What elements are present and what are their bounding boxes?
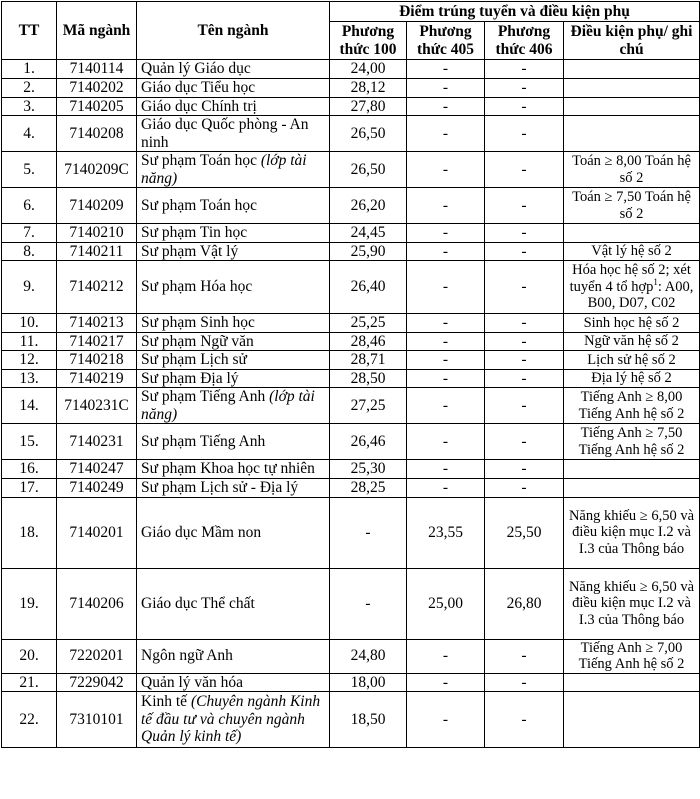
table-row xyxy=(2,639,700,673)
cell-pt100: 26,50 xyxy=(330,116,407,152)
cell-pt406: - xyxy=(485,79,564,98)
cell-name xyxy=(137,261,330,314)
cell-pt100: 28,25 xyxy=(330,479,407,498)
cell-note xyxy=(564,460,700,479)
cell-name xyxy=(137,388,330,424)
cell-pt405: - xyxy=(407,60,485,79)
cell-pt100: 28,71 xyxy=(330,351,407,370)
cell-tt: 12. xyxy=(2,351,57,370)
cell-pt405: - xyxy=(407,242,485,261)
cell-name xyxy=(137,497,330,568)
cell-code: 7140218 xyxy=(57,351,137,370)
cell-note xyxy=(564,152,700,188)
cell-note xyxy=(564,351,700,370)
cell-name xyxy=(137,79,330,98)
cell-pt100: 26,46 xyxy=(330,424,407,460)
cell-name xyxy=(137,673,330,692)
cell-pt100: 24,00 xyxy=(330,60,407,79)
program-name-italic: (Chuyên ngành Kinh tế đầu tư và chuyên ngành Quản lý kinh tế) xyxy=(141,693,321,746)
program-name-italic: (lớp tài năng) xyxy=(141,388,315,423)
program-name: Sư phạm Lịch sử - Địa lý xyxy=(141,479,299,496)
cell-tt: 8. xyxy=(2,242,57,261)
cell-code: 7140205 xyxy=(57,97,137,116)
cell-name xyxy=(137,369,330,388)
cell-tt: 9. xyxy=(2,261,57,314)
cell-pt405: - xyxy=(407,424,485,460)
cell-pt405: 23,55 xyxy=(407,497,485,568)
cell-pt405: - xyxy=(407,460,485,479)
cell-pt406: - xyxy=(485,261,564,314)
cell-pt406: - xyxy=(485,639,564,673)
note-text: Tiếng Anh ≥ 7,00 Tiếng Anh hệ số 2 xyxy=(578,639,685,672)
table-row xyxy=(2,224,700,243)
note-text: Vật lý hệ số 2 xyxy=(591,243,672,259)
cell-tt: 10. xyxy=(2,314,57,333)
cell-name xyxy=(137,116,330,152)
program-name: Sư phạm Tin học xyxy=(141,224,248,241)
cell-pt406: - xyxy=(485,224,564,243)
cell-note xyxy=(564,314,700,333)
cell-pt406: - xyxy=(485,332,564,351)
cell-code: 7140208 xyxy=(57,116,137,152)
cell-tt: 7. xyxy=(2,224,57,243)
cell-name xyxy=(137,692,330,748)
cell-tt: 4. xyxy=(2,116,57,152)
cell-code: 7140231C xyxy=(57,388,137,424)
note-text: Hóa học hệ số 2; xét tuyển 4 tổ hợp xyxy=(569,262,691,295)
program-name: Giáo dục Mầm non xyxy=(141,523,262,541)
header-tt: TT xyxy=(2,2,57,60)
program-name: Giáo dục Quốc phòng - An ninh xyxy=(141,116,309,151)
table-body xyxy=(2,60,700,748)
cell-pt100: 25,25 xyxy=(330,314,407,333)
table-row xyxy=(2,79,700,98)
cell-tt: 6. xyxy=(2,188,57,224)
cell-pt406: - xyxy=(485,692,564,748)
program-name: Sư phạm Lịch sử xyxy=(141,351,247,368)
cell-note xyxy=(564,479,700,498)
cell-pt100: 24,80 xyxy=(330,639,407,673)
cell-name xyxy=(137,351,330,370)
cell-code: 7140201 xyxy=(57,497,137,568)
cell-tt: 3. xyxy=(2,97,57,116)
cell-pt406: - xyxy=(485,152,564,188)
header-pt405: Phương thức 405 xyxy=(407,22,485,60)
note-text: Tiếng Anh ≥ 8,00 Tiếng Anh hệ số 2 xyxy=(578,389,685,422)
cell-code: 7140209C xyxy=(57,152,137,188)
program-name: Giáo dục Tiểu học xyxy=(141,79,256,96)
cell-pt100: 27,25 xyxy=(330,388,407,424)
cell-pt405: - xyxy=(407,388,485,424)
cell-pt406: - xyxy=(485,97,564,116)
table-row xyxy=(2,673,700,692)
program-name: Giáo dục Chính trị xyxy=(141,97,257,115)
note-text: Toán ≥ 8,00 Toán hệ số 2 xyxy=(572,153,691,186)
cell-pt406: - xyxy=(485,351,564,370)
cell-code: 7140212 xyxy=(57,261,137,314)
cell-code: 7140247 xyxy=(57,460,137,479)
table-row xyxy=(2,351,700,370)
cell-pt405: - xyxy=(407,261,485,314)
table-row xyxy=(2,479,700,498)
cell-code: 7140202 xyxy=(57,79,137,98)
cell-pt406: - xyxy=(485,388,564,424)
table-row xyxy=(2,424,700,460)
cell-note xyxy=(564,369,700,388)
header-ma-nganh: Mã ngành xyxy=(57,2,137,60)
table-row xyxy=(2,460,700,479)
cell-name xyxy=(137,332,330,351)
header-pt100: Phương thức 100 xyxy=(330,22,407,60)
program-name: Sư phạm Vật lý xyxy=(141,242,239,260)
table-row xyxy=(2,60,700,79)
cell-pt405: - xyxy=(407,369,485,388)
cell-pt406: - xyxy=(485,460,564,479)
table-row xyxy=(2,497,700,568)
program-name: Sư phạm Sinh học xyxy=(141,314,255,331)
cell-pt405: - xyxy=(407,188,485,224)
cell-pt100: 18,50 xyxy=(330,692,407,748)
cell-pt406: - xyxy=(485,188,564,224)
note-text: Sinh học hệ số 2 xyxy=(583,314,680,331)
cell-pt405: 25,00 xyxy=(407,568,485,639)
table-row xyxy=(2,369,700,388)
program-name: Sư phạm Ngữ văn xyxy=(141,332,254,350)
cell-name xyxy=(137,639,330,673)
cell-pt406: - xyxy=(485,242,564,261)
note-text: Năng khiếu ≥ 6,50 và điều kiện mục I.2 và I.3 của Thông báo xyxy=(568,507,695,557)
cell-pt405: - xyxy=(407,673,485,692)
program-name-italic: (lớp tài năng) xyxy=(141,152,307,187)
cell-tt: 13. xyxy=(2,369,57,388)
footnote-marker: 1 xyxy=(653,276,658,287)
header-score-group: Điểm trúng tuyển và điều kiện phụ xyxy=(330,2,700,22)
cell-tt: 22. xyxy=(2,692,57,748)
cell-tt: 14. xyxy=(2,388,57,424)
cell-pt405: - xyxy=(407,116,485,152)
program-name: Quản lý văn hóa xyxy=(141,673,244,691)
cell-note xyxy=(564,97,700,116)
cell-code: 7310101 xyxy=(57,692,137,748)
header-pt406: Phương thức 406 xyxy=(485,22,564,60)
table-row xyxy=(2,242,700,261)
cell-pt100: 26,40 xyxy=(330,261,407,314)
cell-pt405: - xyxy=(407,639,485,673)
program-name: Sư phạm Toán học xyxy=(141,152,261,169)
table-row xyxy=(2,388,700,424)
program-name: Giáo dục Thể chất xyxy=(141,594,255,612)
cell-note xyxy=(564,568,700,639)
cell-tt: 20. xyxy=(2,639,57,673)
cell-note xyxy=(564,673,700,692)
header-ten-nganh: Tên ngành xyxy=(137,2,330,60)
program-name: Ngôn ngữ Anh xyxy=(141,647,233,665)
cell-pt406: - xyxy=(485,116,564,152)
cell-name xyxy=(137,460,330,479)
cell-name xyxy=(137,97,330,116)
cell-pt406: - xyxy=(485,60,564,79)
cell-code: 7140209 xyxy=(57,188,137,224)
cell-pt100: - xyxy=(330,497,407,568)
program-name: Sư phạm Hóa học xyxy=(141,278,253,296)
cell-tt: 21. xyxy=(2,673,57,692)
cell-pt100: 25,90 xyxy=(330,242,407,261)
cell-name xyxy=(137,224,330,243)
program-name: Kinh tế xyxy=(141,693,191,711)
program-name: Sư phạm Tiếng Anh xyxy=(141,432,266,450)
cell-note xyxy=(564,388,700,424)
cell-code: 7140219 xyxy=(57,369,137,388)
cell-pt100: 24,45 xyxy=(330,224,407,243)
cell-code: 7140206 xyxy=(57,568,137,639)
cell-code: 7140249 xyxy=(57,479,137,498)
cell-name xyxy=(137,314,330,333)
program-name: Sư phạm Địa lý xyxy=(141,369,239,387)
cell-pt405: - xyxy=(407,152,485,188)
cell-code: 7220201 xyxy=(57,639,137,673)
note-text: Lịch sử hệ số 2 xyxy=(587,351,676,368)
table-row xyxy=(2,97,700,116)
cell-code: 7140231 xyxy=(57,424,137,460)
cell-pt405: - xyxy=(407,351,485,370)
cell-note xyxy=(564,60,700,79)
cell-note xyxy=(564,242,700,261)
table-row xyxy=(2,152,700,188)
table-row xyxy=(2,692,700,748)
cell-pt100: 28,50 xyxy=(330,369,407,388)
cell-note xyxy=(564,692,700,748)
cell-pt406: - xyxy=(485,369,564,388)
table-row xyxy=(2,116,700,152)
cell-pt100: 28,12 xyxy=(330,79,407,98)
cell-tt: 5. xyxy=(2,152,57,188)
cell-pt405: - xyxy=(407,692,485,748)
cell-code: 7140217 xyxy=(57,332,137,351)
program-name: Quản lý Giáo dục xyxy=(141,60,251,78)
cell-pt100: 18,00 xyxy=(330,673,407,692)
admission-score-table xyxy=(1,1,700,748)
cell-pt100: 28,46 xyxy=(330,332,407,351)
cell-pt100: - xyxy=(330,568,407,639)
cell-pt405: - xyxy=(407,479,485,498)
cell-pt100: 27,80 xyxy=(330,97,407,116)
cell-code: 7229042 xyxy=(57,673,137,692)
cell-note xyxy=(564,639,700,673)
cell-pt406: - xyxy=(485,673,564,692)
note-text: Năng khiếu ≥ 6,50 và điều kiện mục I.2 và I.3 của Thông báo xyxy=(568,578,695,628)
note-text: Địa lý hệ số 2 xyxy=(591,370,672,386)
program-name: Sư phạm Khoa học tự nhiên xyxy=(141,460,315,478)
cell-tt: 15. xyxy=(2,424,57,460)
cell-pt405: - xyxy=(407,224,485,243)
cell-pt405: - xyxy=(407,97,485,116)
cell-note xyxy=(564,188,700,224)
cell-name xyxy=(137,424,330,460)
cell-tt: 18. xyxy=(2,497,57,568)
table-row xyxy=(2,332,700,351)
cell-tt: 1. xyxy=(2,60,57,79)
cell-pt100: 26,50 xyxy=(330,152,407,188)
cell-tt: 11. xyxy=(2,332,57,351)
cell-name xyxy=(137,568,330,639)
cell-code: 7140211 xyxy=(57,242,137,261)
cell-note xyxy=(564,424,700,460)
cell-pt100: 25,30 xyxy=(330,460,407,479)
cell-name xyxy=(137,242,330,261)
table-row xyxy=(2,261,700,314)
cell-note xyxy=(564,224,700,243)
cell-pt406: 26,80 xyxy=(485,568,564,639)
cell-code: 7140210 xyxy=(57,224,137,243)
table-row xyxy=(2,568,700,639)
cell-name xyxy=(137,188,330,224)
cell-note xyxy=(564,116,700,152)
cell-tt: 19. xyxy=(2,568,57,639)
cell-name xyxy=(137,60,330,79)
cell-name xyxy=(137,479,330,498)
table-row xyxy=(2,188,700,224)
cell-pt406: 25,50 xyxy=(485,497,564,568)
cell-name xyxy=(137,152,330,188)
cell-note xyxy=(564,332,700,351)
cell-tt: 2. xyxy=(2,79,57,98)
cell-pt406: - xyxy=(485,479,564,498)
cell-code: 7140213 xyxy=(57,314,137,333)
program-name: Sư phạm Tiếng Anh xyxy=(141,388,270,405)
cell-pt405: - xyxy=(407,314,485,333)
cell-note xyxy=(564,79,700,98)
cell-pt405: - xyxy=(407,79,485,98)
cell-code: 7140114 xyxy=(57,60,137,79)
note-text-after: : A00, B00, D07, C02 xyxy=(587,278,694,312)
header-dieu-kien: Điều kiện phụ/ ghi chú xyxy=(564,22,700,60)
cell-tt: 17. xyxy=(2,479,57,498)
note-text: Tiếng Anh ≥ 7,50 Tiếng Anh hệ số 2 xyxy=(578,425,685,458)
cell-pt100: 26,20 xyxy=(330,188,407,224)
cell-pt405: - xyxy=(407,332,485,351)
cell-note xyxy=(564,497,700,568)
note-text: Toán ≥ 7,50 Toán hệ số 2 xyxy=(572,189,691,222)
cell-pt406: - xyxy=(485,314,564,333)
cell-pt406: - xyxy=(485,424,564,460)
note-text: Ngữ văn hệ số 2 xyxy=(584,333,679,349)
cell-tt: 16. xyxy=(2,460,57,479)
table-row xyxy=(2,314,700,333)
program-name: Sư phạm Toán học xyxy=(141,196,257,214)
cell-note xyxy=(564,261,700,314)
